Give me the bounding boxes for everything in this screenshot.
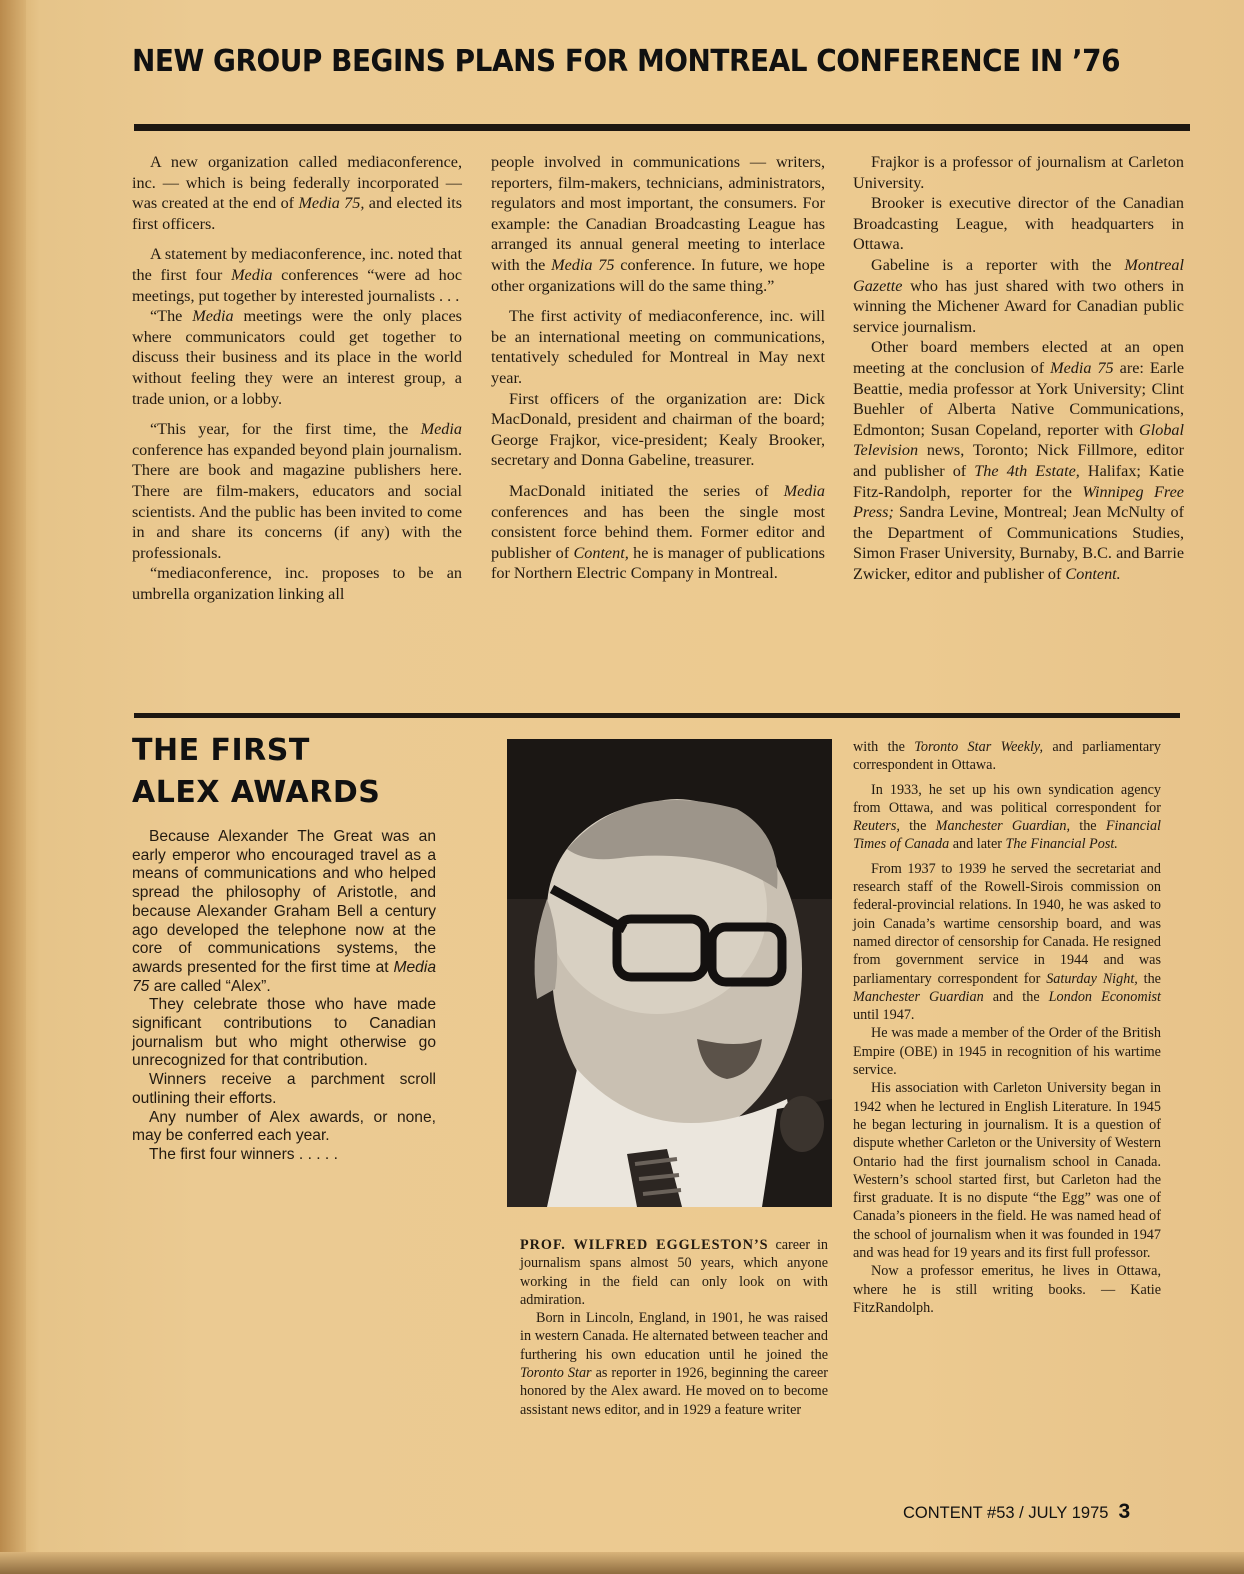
page-bottom-edge — [0, 1552, 1244, 1574]
paragraph: Born in Lincoln, England, in 1901, he was raised in western Canada. He alternated between teacher and furthering his own education until he joined the Toronto Star as reporter in 1926, beginning the career honored by the Alex award. He moved on to become assistant news editor, and in 1929 a feature writer — [520, 1310, 828, 1418]
paragraph: They celebrate those who have made significant contributions to Canadian journalism but who might otherwise go unrecognized for that contribution. — [132, 996, 436, 1070]
paragraph: people involved in communications — writers, reporters, film-makers, technicians, administrators, regulators and most important, the consumers. For example: the Canadian Broadcasting League has arranged its annual general meeting to interlace with the Media 75 conference. In future, we hope other organizations will do the same thing.” — [491, 153, 825, 295]
paragraph: “The Media meetings were the only places where communicators could get together to discuss their business and its place in the world without feeling they were an interest group, a trade union, or a lobby. — [132, 307, 462, 408]
paragraph: Brooker is executive director of the Canadian Broadcasting League, with headquarters in Ottawa. — [853, 194, 1184, 254]
paragraph: “mediaconference, inc. proposes to be an umbrella organization linking all — [132, 564, 462, 603]
photo-caption — [520, 1236, 828, 1419]
paragraph: PROF. WILFRED EGGLESTON’S career in journalism spans almost 50 years, which anyone working in the field can only look on with admiration. — [520, 1237, 828, 1308]
page-number: 3 — [1118, 1500, 1131, 1523]
paragraph: From 1937 to 1939 he served the secretariat and research staff of the Rowell-Sirois commission on federal-provincial relations. In 1940, he was asked to join Canada’s wartime censorship board, and was named director of censorship for Canada. He resigned from government service in 1944 and was parliamentary correspondent for Saturday Night, the Manchester Guardian and the London Economist until 1947. — [853, 860, 1161, 1024]
headline-rule — [134, 124, 1190, 131]
article-headline: NEW GROUP BEGINS PLANS FOR MONTREAL CONFERENCE IN ’76 — [132, 44, 1121, 79]
article-column-3 — [853, 152, 1184, 584]
paragraph: The first four winners . . . . . — [149, 1145, 338, 1163]
portrait-photo — [507, 739, 832, 1207]
paragraph: His association with Carleton University began in 1942 when he lectured in English Literature. In 1945 he began lecturing in journalism. It is a question of dispute whether Carleton or the University of Western Ontario had the first journalism school in Canada. Western’s school started first, but Carleton had the first graduate. It is no dispute “the Egg” was one of Canada’s pioneers in the field. He was named head of the school of journalism when it was founded in 1947 and was head for 19 years and its first full professor. — [853, 1080, 1161, 1262]
paragraph: Frajkor is a professor of journalism at Carleton University. — [853, 153, 1184, 192]
paragraph: Because Alexander The Great was an early emperor who encouraged travel as a means of communications and who helped spread the philosophy of Aristotle, and because Alexander Graham Bell a century ago developed the telephone now at the core of communications systems, the awards presented for the first time at Media 75 are called “Alex”. — [132, 828, 436, 995]
paragraph: The first activity of mediaconference, inc. will be an international meeting on communications, tentatively scheduled for Montreal in May next year. — [491, 307, 825, 387]
paragraph: Now a professor emeritus, he lives in Ottawa, where he is still writing books. — Katie FitzRandolph. — [853, 1263, 1161, 1316]
article-column-1 — [132, 152, 462, 604]
paragraph: Gabeline is a reporter with the Montreal Gazette who has just shared with two others in winning the Michener Award for Canadian public service journalism. — [853, 255, 1184, 336]
issue-label: CONTENT #53 / JULY 1975 — [903, 1504, 1109, 1522]
paragraph: A new organization called mediaconference, inc. — which is being federally incorporated — was created at the end of Media 75, and elected its first officers. — [132, 153, 463, 233]
paragraph: with the Toronto Star Weekly, and parliamentary correspondent in Ottawa. — [853, 739, 1161, 774]
paragraph: MacDonald initiated the series of Media conferences and has been the single most consistent force behind them. Former editor and publisher of Content, he is manager of publications for Northern Electric Company in Montreal. — [491, 481, 825, 583]
paragraph: Any number of Alex awards, or none, may be conferred each year. — [132, 1108, 436, 1145]
alex-awards-title: THE FIRST ALEX AWARDS — [132, 733, 381, 810]
paragraph: First officers of the organization are: Dick MacDonald, president and chairman of the board; George Frajkor, vice-president; Kealy Brooker, secretary and Donna Gabeline, treasurer. — [491, 389, 825, 470]
paragraph: “This year, for the first time, the Media conference has expanded beyond plain journalism. There are book and magazine publishers here. There are film-makers, educators and social scientists. And the public has been invited to come in and share its concerns (if any) with the professionals. — [132, 420, 462, 562]
section-rule — [134, 713, 1180, 718]
alex-awards-body — [132, 828, 436, 1165]
paragraph: In 1933, he set up his own syndication agency from Ottawa, and was political correspondent for Reuters, the Manchester Guardian, the Financial Times of Canada and later The Financial Post. — [853, 781, 1161, 853]
paragraph: A statement by mediaconference, inc. noted that the first four Media conferences “were ad hoc meetings, put together by interested journalists . . . — [132, 245, 463, 305]
paragraph: Other board members elected at an open meeting at the conclusion of Media 75 are: Earle Beattie, media professor at York University; Clint Buehler of Alberta Native Communications, Edmonton; Susan Copeland, reporter with Global Television news, Toronto; Nick Fillmore, editor and publisher of The 4th Estate, Halifax; Katie Fitz-Randolph, reporter for the Winnipeg Free Press; Sandra Levine, Montreal; Jean McNulty of the Department of Communications Studies, Simon Fraser University, Burnaby, B.C. and Barrie Zwicker, editor and publisher of Content. — [853, 338, 1185, 583]
caption-lead: PROF. WILFRED EGGLESTON’S — [520, 1237, 769, 1253]
page-binding-edge — [0, 0, 26, 1574]
biography-column — [853, 738, 1161, 1317]
paragraph: He was made a member of the Order of the British Empire (OBE) in 1945 in recognition of his wartime service. — [853, 1025, 1161, 1079]
article-column-2 — [491, 152, 825, 584]
page-footer — [903, 1500, 1130, 1524]
paragraph: Winners receive a parchment scroll outlining their efforts. — [132, 1071, 436, 1107]
